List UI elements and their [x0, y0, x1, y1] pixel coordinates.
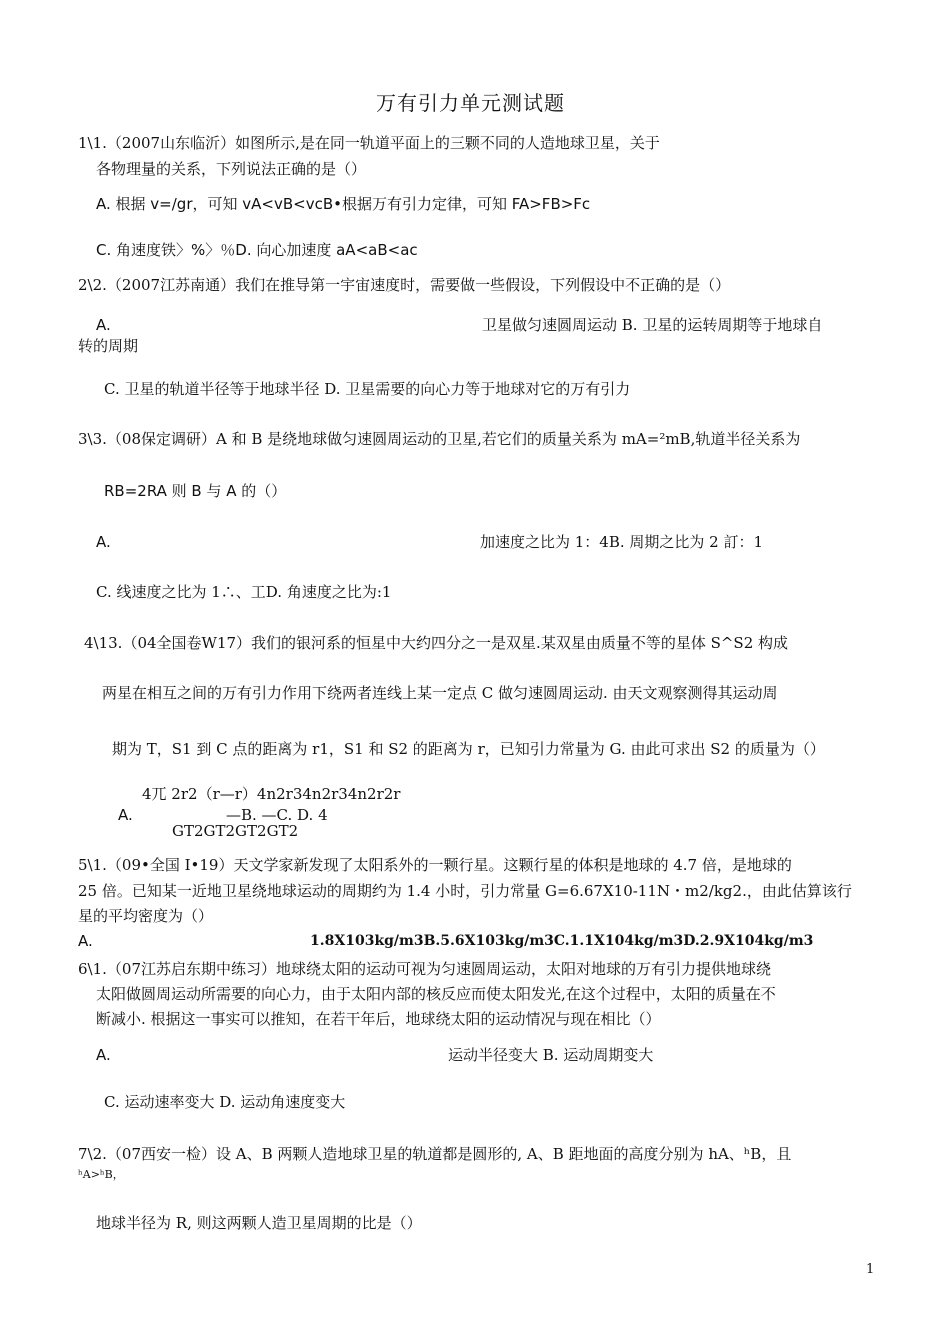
q4-formula-numerators: 4兀 2r2（r—r）4n2r34n2r34n2r2r: [142, 785, 401, 803]
page-title: 万有引力单元测试题: [376, 91, 565, 115]
q5-line3: 星的平均密度为（）: [78, 907, 214, 925]
q1-line2: 各物理量的关系，下列说法正确的是（）: [96, 160, 367, 178]
q7-line1: 7\2.（07西安一检）设 A、B 两颗人造地球卫星的轨道都是圆形的, A、B 距地面的高度分别为 hA、ʰB，且: [78, 1145, 792, 1163]
q6-line3: 断减小. 根据这一事实可以推知，在若干年后，地球绕太阳的运动情况与现在相比（）: [96, 1010, 661, 1028]
q3-line2: RB=2RA 则 B 与 A 的（）: [104, 482, 287, 500]
q6-option-a-text: 运动半径变大 B. 运动周期变大: [448, 1046, 654, 1064]
q4-formula-options: —B. —C. D. 4: [226, 806, 328, 824]
q2-option-a-text: 卫星做匀速圆周运动 B. 卫星的运转周期等于地球自: [482, 316, 823, 334]
q4-formula-option-a-label: A.: [118, 806, 133, 824]
q2-line1: 2\2.（2007江苏南通）我们在推导第一宇宙速度时，需要做一些假设，下列假设中不正确的是（）: [78, 276, 731, 294]
q3-option-a-label: A.: [96, 533, 111, 551]
page-number: 1: [866, 1262, 875, 1277]
q2-option-c: C. 卫星的轨道半径等于地球半径 D. 卫星需要的向心力等于地球对它的万有引力: [104, 380, 631, 398]
q3-option-a-text: 加速度之比为 1：4B. 周期之比为 2 訂：1: [480, 533, 764, 551]
q1-line1: 1\1.（2007山东临沂）如图所示,是在同一轨道平面上的三颗不同的人造地球卫星，关于: [78, 134, 660, 152]
q5-line1: 5\1.（09•全国 I•19）天文学家新发现了太阳系外的一颗行星。这颗行星的体积是地球的 4.7 倍，是地球的: [78, 856, 792, 874]
q1-option-a: A. 根据 v=/gr，可知 vA<vB<vcB•根据万有引力定律，可知 FA>FB>Fc: [96, 195, 591, 213]
q5-line2: 25 倍。已知某一近地卫星绕地球运动的周期约为 1.4 小时，引力常量 G=6.67X10-11N・m2/kg2.，由此估算该行: [78, 882, 852, 900]
q7-line3: 地球半径为 R, 则这两颗人造卫星周期的比是（）: [96, 1214, 422, 1232]
q6-line1: 6\1.（07江苏启东期中练习）地球绕太阳的运动可视为匀速圆周运动，太阳对地球的万有引力提供地球绕: [78, 960, 772, 978]
q3-option-c: C. 线速度之比为 1∴、工D. 角速度之比为:1: [96, 583, 392, 601]
q6-option-a-label: A.: [96, 1046, 111, 1064]
q2-option-a-cont: 转的周期: [78, 337, 139, 355]
q6-option-c: C. 运动速率变大 D. 运动角速度变大: [104, 1093, 346, 1111]
q4-formula-denominators: GT2GT2GT2GT2: [172, 822, 299, 840]
q4-line2: 两星在相互之间的万有引力作用下绕两者连线上某一定点 C 做匀速圆周运动. 由天文观察测得其运动周: [102, 684, 778, 702]
q1-option-c: C. 角速度铁〉%〉％D. 向心加速度 aA<aB<ac: [96, 241, 418, 259]
q5-options: 1.8X103kg/m3B.5.6X103kg/m3C.1.1X104kg/m3D.2.9X104kg/m3: [310, 933, 814, 949]
q2-option-a-label: A.: [96, 316, 111, 334]
q6-line2: 太阳做圆周运动所需要的向心力，由于太阳内部的核反应而使太阳发光,在这个过程中，太阳的质量在不: [96, 985, 776, 1003]
q4-line3: 期为 T，S1 到 C 点的距离为 r1，S1 和 S2 的距离为 r，已知引力常量为 G. 由此可求出 S2 的质量为（）: [112, 740, 825, 758]
q7-line2: ʰA>ʰB，: [78, 1168, 124, 1181]
q3-line1: 3\3.（08保定调研）A 和 B 是绕地球做匀速圆周运动的卫星,若它们的质量关系为 mA=²mB,轨道半径关系为: [78, 430, 801, 448]
q5-option-a-label: A.: [78, 932, 93, 950]
q4-line1: 4\13.（04全国卷W17）我们的银河系的恒星中大约四分之一是双星.某双星由质量不等的星体 S^S2 构成: [84, 634, 789, 652]
